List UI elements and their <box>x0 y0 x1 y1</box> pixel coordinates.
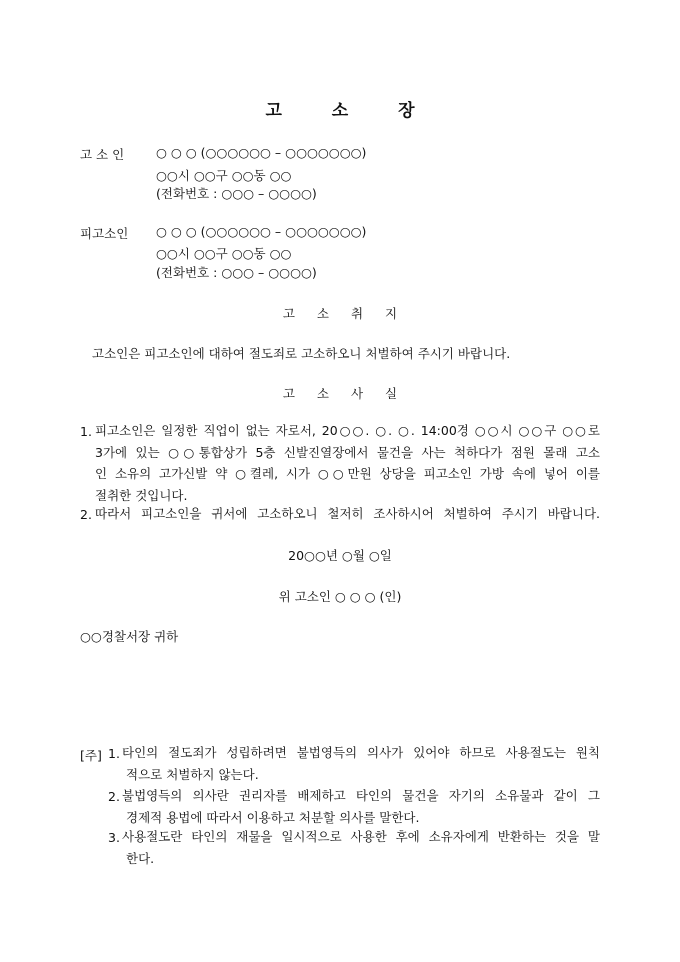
note-line: 적으로 처벌하지 않는다. <box>126 767 259 782</box>
note-number: 1. <box>108 746 120 761</box>
filing-date: 20○○년 ○월 ○일 <box>288 548 392 563</box>
accused-phone: (전화번호 : ○○○ – ○○○○) <box>156 265 317 280</box>
complainant-phone: (전화번호 : ○○○ – ○○○○) <box>156 186 317 201</box>
signature-line: 위 고소인 ○ ○ ○ (인) <box>278 589 402 604</box>
note-line: 불법영득의 의사란 권리자를 배제하고 타인의 물건을 자기의 소유물과 같이 그 <box>122 788 600 803</box>
fact-line: 절취한 것입니다. <box>95 487 188 503</box>
fact-item-text <box>95 420 600 506</box>
notes-tag: [주] <box>80 748 102 763</box>
fact-item-text <box>95 503 600 525</box>
note-line: 경제적 용법에 따라서 이용하고 처분할 의사를 말한다. <box>126 810 420 825</box>
note-number: 3. <box>108 830 120 845</box>
fact-line: 따라서 피고소인을 귀서에 고소하오니 철저히 조사하시어 처벌하여 주시기 바랍니다. <box>95 506 600 521</box>
purpose-text: 고소인은 피고소인에 대하여 절도죄로 고소하오니 처벌하여 주시기 바랍니다. <box>92 346 511 361</box>
accused-name-rrn: ○ ○ ○ (○○○○○○ – ○○○○○○○) <box>156 224 367 239</box>
recipient: ○○경찰서장 귀하 <box>80 629 179 644</box>
complainant-address: ○○시 ○○구 ○○동 ○○ <box>156 168 292 183</box>
note-text <box>122 826 600 870</box>
note-number: 2. <box>108 789 120 804</box>
fact-item-number: 2. <box>80 507 92 522</box>
accused-address: ○○시 ○○구 ○○동 ○○ <box>156 246 292 261</box>
note-line: 타인의 절도죄가 성립하려면 불법영득의 의사가 있어야 하므로 사용절도는 원칙 <box>122 745 600 760</box>
purpose-heading: 고 소 취 지 <box>282 306 407 321</box>
complainant-label: 고 소 인 <box>80 147 125 162</box>
fact-item-number: 1. <box>80 424 92 439</box>
note-line: 사용절도란 타인의 재물을 일시적으로 사용한 후에 소유자에게 반환하는 것을 말 <box>122 829 600 844</box>
note-line: 한다. <box>126 851 155 866</box>
note-text <box>122 785 600 829</box>
fact-line: 3가에 있는 ○○통합상가 5층 신발진열장에서 물건을 사는 척하다가 점원 몰래 고소 <box>95 444 600 460</box>
facts-heading: 고 소 사 실 <box>282 386 407 401</box>
accused-label: 피고소인 <box>80 226 129 241</box>
fact-line: 인 소유의 고가신발 약 ○켤레, 시가 ○○만원 상당을 피고소인 가방 속에 넣어 이를 <box>95 466 600 481</box>
note-text <box>122 742 600 786</box>
complainant-name-rrn: ○ ○ ○ (○○○○○○ – ○○○○○○○) <box>156 145 367 160</box>
document-title: 고 소 장 <box>265 101 437 121</box>
fact-line: 피고소인은 일정한 직업이 없는 자로서, 20○○. ○. ○. 14:00경 ○○시 ○○구 ○○로 <box>95 423 600 438</box>
